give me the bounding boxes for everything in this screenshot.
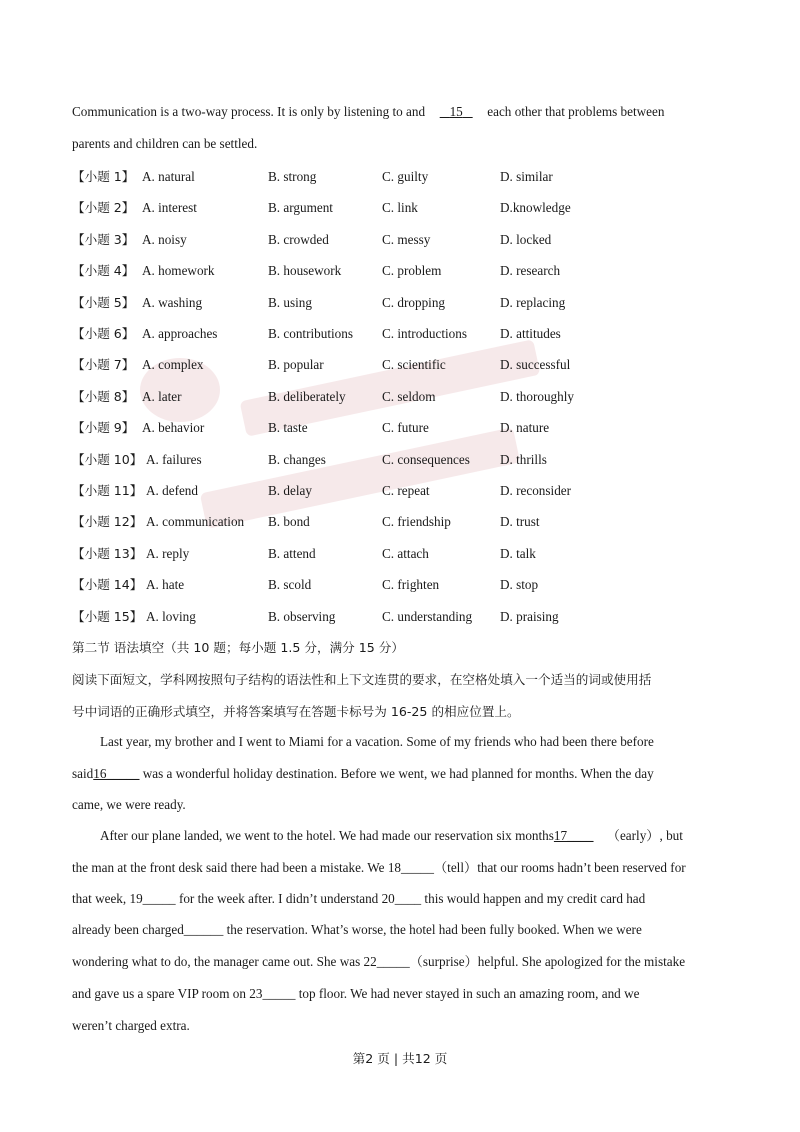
question-label: 【小题 14】 [72, 577, 143, 593]
option-d: D. talk [500, 545, 536, 561]
option-b: B. argument [268, 200, 333, 216]
option-a: A. communication [146, 514, 245, 530]
option-c: C. repeat [382, 483, 430, 498]
option-c: C. messy [382, 231, 431, 247]
passage-p2-line-3: that week, 19_____ for the week after. I didn’t understand 20____ this would happen and my credit card had [72, 891, 646, 906]
intro-line-1 [72, 104, 664, 120]
option-d: D. nature [500, 420, 550, 436]
passage-p2-line-1: After our plane landed, we went to the hotel. We had made our reservation six months17____ （early）, but [100, 828, 683, 843]
option-c: C. friendship [382, 514, 451, 530]
option-a: A. noisy [142, 231, 187, 247]
passage-p1-line-1: Last year, my brother and I went to Miami for a vacation. Some of my friends who had been there before [100, 734, 654, 749]
option-b: B. taste [268, 420, 308, 436]
option-c: C. problem [382, 263, 442, 279]
question-label: 【小题 3】 [72, 231, 135, 247]
option-a: A. failures [146, 451, 202, 467]
option-a: A. complex [142, 357, 204, 373]
option-b: B. strong [268, 169, 317, 184]
option-c: C. attach [382, 545, 429, 561]
option-d: D. trust [500, 514, 540, 530]
option-c: C. link [382, 200, 418, 216]
passage-p2-line-5: wondering what to do, the manager came out. She was 22_____（surprise）helpful. She apologized for the mistake [72, 954, 686, 969]
option-d: D. replacing [500, 294, 566, 310]
passage-p1-line-2: said16_____ was a wonderful holiday destination. Before we went, we had planned for months. When the day [72, 766, 654, 781]
passage-p2-line-6: and gave us a spare VIP room on 23_____ top floor. We had never stayed in such an amazing room, and we [72, 986, 640, 1001]
blank-15: 15 [449, 104, 463, 119]
option-d: D.knowledge [500, 200, 571, 216]
question-label: 【小题 7】 [72, 357, 135, 373]
option-c: C. consequences [382, 451, 470, 467]
question-label: 【小题 2】 [72, 200, 135, 216]
option-b: B. attend [268, 545, 316, 561]
option-a: A. interest [142, 200, 197, 216]
section-heading: 第二节 语法填空（共 10 题；每小题 1.5 分，满分 15 分） [72, 640, 404, 655]
question-label: 【小题 12】 [72, 514, 143, 530]
question-label: 【小题 5】 [72, 294, 135, 310]
page-footer: 第2 页 | 共12 页 [352, 1051, 448, 1066]
option-b: B. contributions [268, 326, 353, 341]
question-label: 【小题 10】 [72, 451, 143, 467]
passage-p2-line-2: the man at the front desk said there had been a mistake. We 18_____（tell）that our rooms hadn’t been reserved for [72, 860, 686, 875]
option-a: A. hate [146, 577, 185, 593]
question-label: 【小题 13】 [72, 545, 143, 561]
question-label: 【小题 1】 [72, 169, 135, 184]
option-a: A. homework [142, 263, 215, 279]
option-d: D. stop [500, 577, 539, 593]
option-b: B. using [268, 294, 312, 310]
question-label: 【小题 15】 [72, 608, 143, 624]
option-a: A. later [142, 388, 182, 404]
option-a: A. approaches [142, 326, 218, 341]
option-d: D. praising [500, 608, 559, 624]
option-d: D. thoroughly [500, 388, 574, 404]
option-b: B. crowded [268, 231, 329, 247]
option-a: A. defend [146, 483, 198, 498]
option-c: C. seldom [382, 388, 436, 404]
option-a: A. behavior [142, 420, 205, 436]
option-b: B. changes [268, 451, 326, 467]
question-label: 【小题 11】 [72, 483, 143, 498]
option-c: C. introductions [382, 326, 467, 341]
option-a: A. loving [146, 608, 196, 624]
option-a: A. washing [142, 294, 203, 310]
option-b: B. bond [268, 514, 310, 530]
passage-p1-line-3: came, we were ready. [72, 797, 186, 812]
option-c: C. frighten [382, 577, 440, 593]
option-c: C. dropping [382, 294, 446, 310]
option-d: D. locked [500, 231, 552, 247]
blank-17: 17____ [553, 828, 594, 843]
option-c: C. future [382, 420, 429, 436]
option-d: D. research [500, 263, 561, 279]
option-d: D. reconsider [500, 483, 572, 498]
option-a: A. natural [142, 169, 195, 184]
option-c: C. scientific [382, 357, 446, 373]
question-label: 【小题 8】 [72, 388, 135, 404]
option-b: B. deliberately [268, 388, 346, 404]
option-b: B. observing [268, 608, 336, 624]
option-d: D. successful [500, 357, 571, 373]
question-label: 【小题 4】 [72, 263, 135, 279]
option-c: C. guilty [382, 169, 429, 184]
passage-p2-line-4: already been charged______ the reservation. What’s worse, the hotel had been fully booked. When we were [72, 922, 642, 937]
instruction-line-2: 号中词语的正确形式填空，并将答案填写在答题卡标号为 16-25 的相应位置上。 [72, 704, 520, 719]
option-b: B. popular [268, 357, 324, 373]
intro-text: Communication is a two-way process. It is only by listening to and [72, 104, 426, 119]
option-a: A. reply [146, 545, 190, 561]
option-c: C. understanding [382, 608, 473, 624]
option-b: B. scold [268, 577, 312, 593]
question-label: 【小题 9】 [72, 420, 135, 436]
option-b: B. housework [268, 263, 342, 279]
intro-text-post: each other that problems between [487, 104, 665, 119]
question-label: 【小题 6】 [72, 326, 135, 341]
intro-line-2: parents and children can be settled. [72, 136, 258, 151]
option-d: D. similar [500, 169, 553, 184]
passage-p2-line-7: weren’t charged extra. [72, 1018, 190, 1033]
blank-16: 16_____ [93, 766, 140, 781]
option-d: D. attitudes [500, 326, 561, 341]
instruction-line-1: 阅读下面短文，学科网按照句子结构的语法性和上下文连贯的要求，在空格处填入一个适当的词或使用括 [72, 672, 652, 687]
option-d: D. thrills [500, 451, 547, 467]
option-b: B. delay [268, 483, 312, 498]
